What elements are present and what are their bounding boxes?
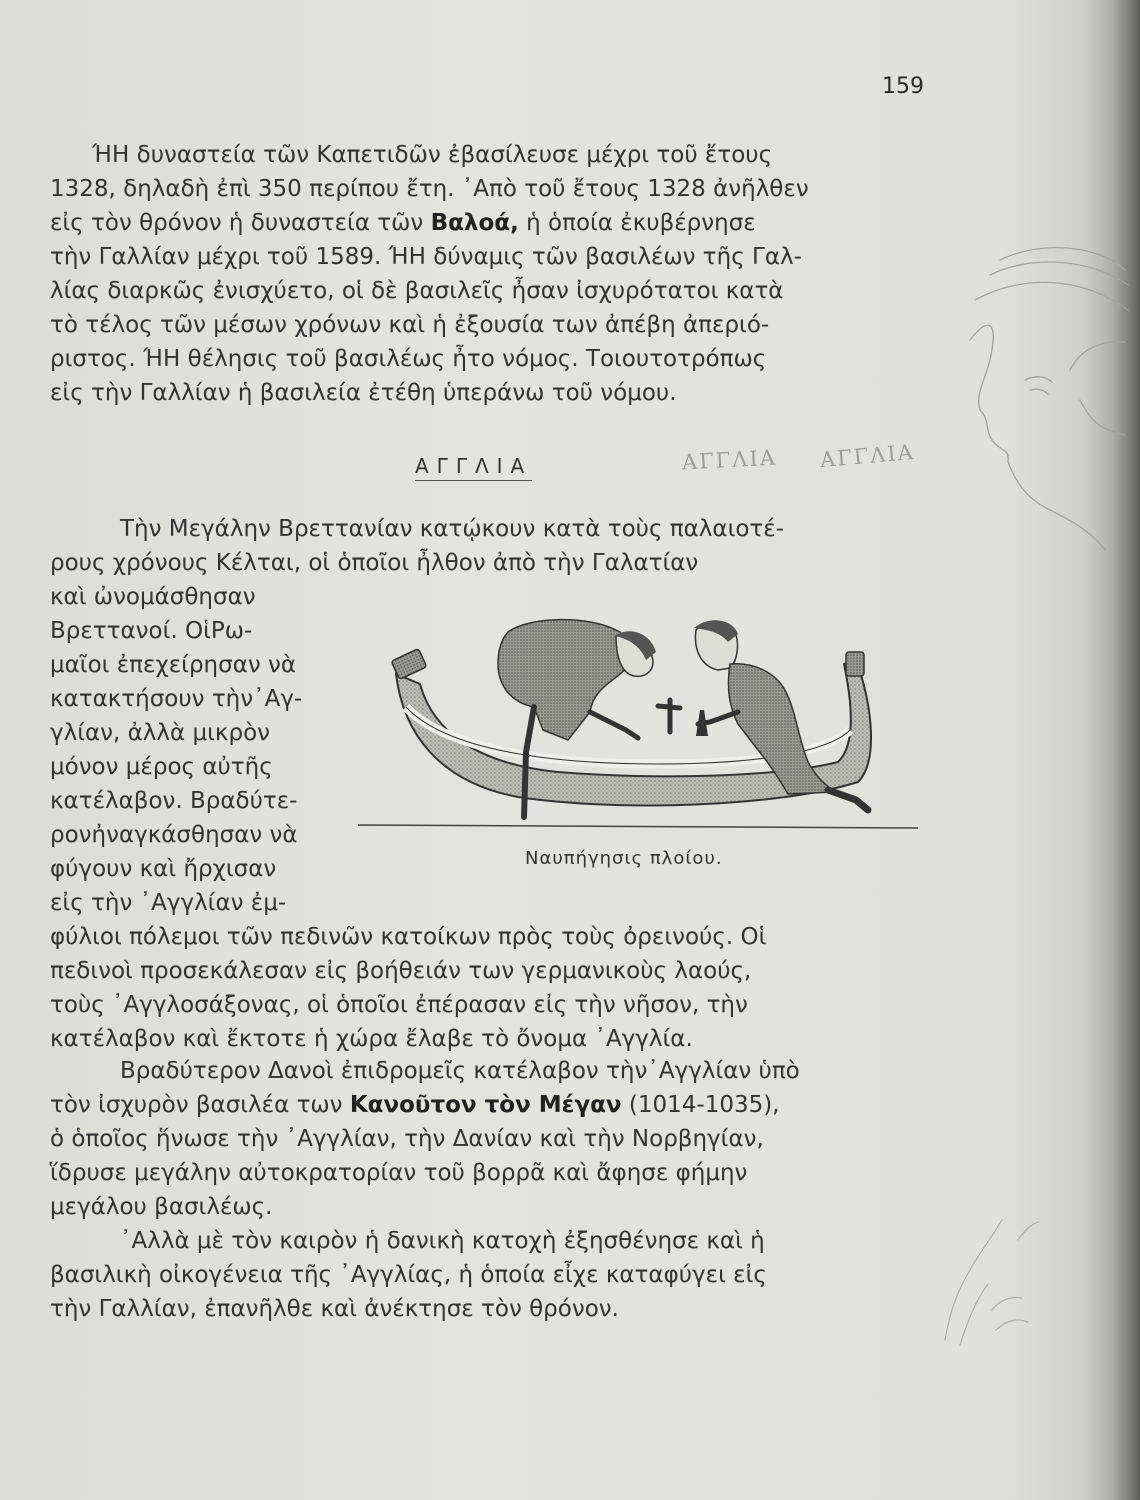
text-line: ρους χρόνους Κέλται, οἱ ὁποῖοι ἦλθον ἀπὸ τὴν Γαλατίαν [50, 550, 699, 576]
text-line: τὴν Γαλλίαν μέχρι τοῦ 1589. ΉΗ δύναμις τῶν βασιλέων τῆς Γαλ- [50, 244, 802, 270]
text-line: εἰς τὴν ᾿Αγγλίαν ἐμ- [50, 890, 287, 916]
text-span: εἰς τὸν θρόνον ἡ δυναστεία τῶν [50, 210, 424, 236]
text-line: τὸ τέλος τῶν μέσων χρόνων καὶ ἡ ἐξουσία των ἀπέβη ἀπεριό- [50, 312, 770, 338]
stern-post [846, 652, 864, 676]
text-line: ὁ ὁποῖος ἥνωσε τὴν ᾿Αγγλίαν, τὴν Δανίαν καὶ τὴν Νορβηγίαν, [50, 1126, 764, 1152]
text-line [50, 206, 809, 240]
text-line: λίας διαρκῶς ἐνισχύετο, οἱ δὲ βασιλεῖς ἦσαν ἰσχυρότατοι κατὰ [50, 278, 784, 304]
hammer-tool [658, 700, 680, 732]
text-line: ΉΗ δυναστεία τῶν Καπετιδῶν ἐβασίλευσε μέχρι τοῦ ἔτους [92, 142, 773, 168]
pencil-scribble [930, 1200, 1070, 1360]
text-line [50, 1088, 800, 1122]
text-line: Τὴν Μεγάλην Βρεττανίαν κατῴκουν κατὰ τοὺς παλαιοτέ- [120, 516, 785, 542]
text-line: μόνον μέρος αὐτῆς [50, 754, 273, 780]
text-line: κατέλαβον. Βραδύτε- [50, 788, 298, 814]
text-line: μαῖοι ἐπεχείρησαν νὰ [50, 652, 297, 678]
text-line: πεδινοὶ προσεκάλεσαν εἰς βοήθειάν των γερμανικοὺς λαούς, [50, 958, 752, 984]
text-line: κατέλαβον καὶ ἔκτοτε ἡ χώρα ἔλαβε τὸ ὄνομα ᾿Αγγλία. [50, 1026, 693, 1052]
dynasty-name: Βαλοά, [430, 210, 519, 236]
text-line: Βραδύτερον Δανοὶ ἐπιδρομεῖς κατέλαβον τὴν᾿Αγγλίαν ὑπὸ [120, 1058, 800, 1084]
text-line: βασιλικὴ οἰκογένεια τῆς ᾿Αγγλίας, ἡ ὁποία εἶχε καταφύγει εἰς [50, 1262, 767, 1288]
section-heading: ΑΓΓΛΙΑ [415, 454, 532, 481]
worker-one-arm [590, 712, 638, 738]
page-edge-shadow [1112, 0, 1140, 1500]
worker-one-leg [524, 707, 534, 817]
text-line: γλίαν, ἀλλὰ μικρὸν [50, 720, 270, 746]
text-span: ἡ ὁποία ἐκυβέρνησε [526, 210, 756, 236]
text-line: ριστος. ΉΗ θέλησις τοῦ βασιλέως ἦτο νόμος. Τοιουτοτρόπως [50, 346, 767, 372]
king-name: Κανοῦτον τὸν Μέγαν [349, 1092, 622, 1118]
paragraph-danes [50, 1054, 800, 1224]
ground-line [358, 825, 918, 828]
figure-caption: Ναυπήγησις πλοίου. [525, 848, 723, 869]
shipbuilding-illustration [358, 612, 918, 842]
text-line: κατακτήσουν τὴν᾿Αγ- [50, 686, 303, 712]
text-line: ρονἠναγκάσθησαν νὰ [50, 822, 298, 848]
text-line: ᾿Αλλὰ μὲ τὸν καιρὸν ἡ δανικὴ κατοχὴ ἐξησθένησε καὶ ἡ [120, 1228, 765, 1254]
text-line: 1328, δηλαδὴ ἐπὶ 350 περίπου ἔτη. ᾿Απὸ τοῦ ἔτους 1328 ἀνῆλθεν [50, 176, 809, 202]
pencil-sketch-face [930, 230, 1130, 560]
text-line: φύγουν καὶ ἤρχισαν [50, 856, 277, 882]
handwritten-note: ΑΓΓΛΙΑ [681, 445, 778, 475]
text-line: καὶ ὠνομάσθησαν [50, 584, 256, 610]
paragraph-restoration [50, 1224, 767, 1326]
handwritten-note: ΑΓΓΛΙΑ [819, 439, 916, 473]
text-span: (1014-1035), [628, 1092, 780, 1118]
text-line: τοὺς ᾿Αγγλοσάξονας, οἱ ὁποῖοι ἐπέρασαν εἰς τὴν νῆσον, τὴν [50, 992, 748, 1018]
text-line: Βρεττανοί. ΟἱΡω- [50, 618, 253, 644]
text-line: ἵδρυσε μεγάλην αὐτοκρατορίαν τοῦ βορρᾶ καὶ ἄφησε φήμην [50, 1160, 748, 1186]
text-span: τὸν ἰσχυρὸν βασιλέα των [50, 1092, 343, 1118]
page-number: 159 [882, 74, 924, 99]
text-line: μεγάλου βασιλέως. [50, 1194, 273, 1220]
text-line: τὴν Γαλλίαν, ἐπανῆλθε καὶ ἀνέκτησε τὸν θρόνον. [50, 1296, 619, 1322]
text-line: φύλιοι πόλεμοι τῶν πεδινῶν κατοίκων πρὸς τοὺς ὀρεινούς. Οἱ [50, 924, 767, 950]
worker-two-leg [828, 790, 868, 810]
paragraph-capetians [50, 138, 809, 410]
text-line: εἰς τὴν Γαλλίαν ἡ βασιλεία ἐτέθη ὑπεράνω τοῦ νόμου. [50, 380, 677, 406]
